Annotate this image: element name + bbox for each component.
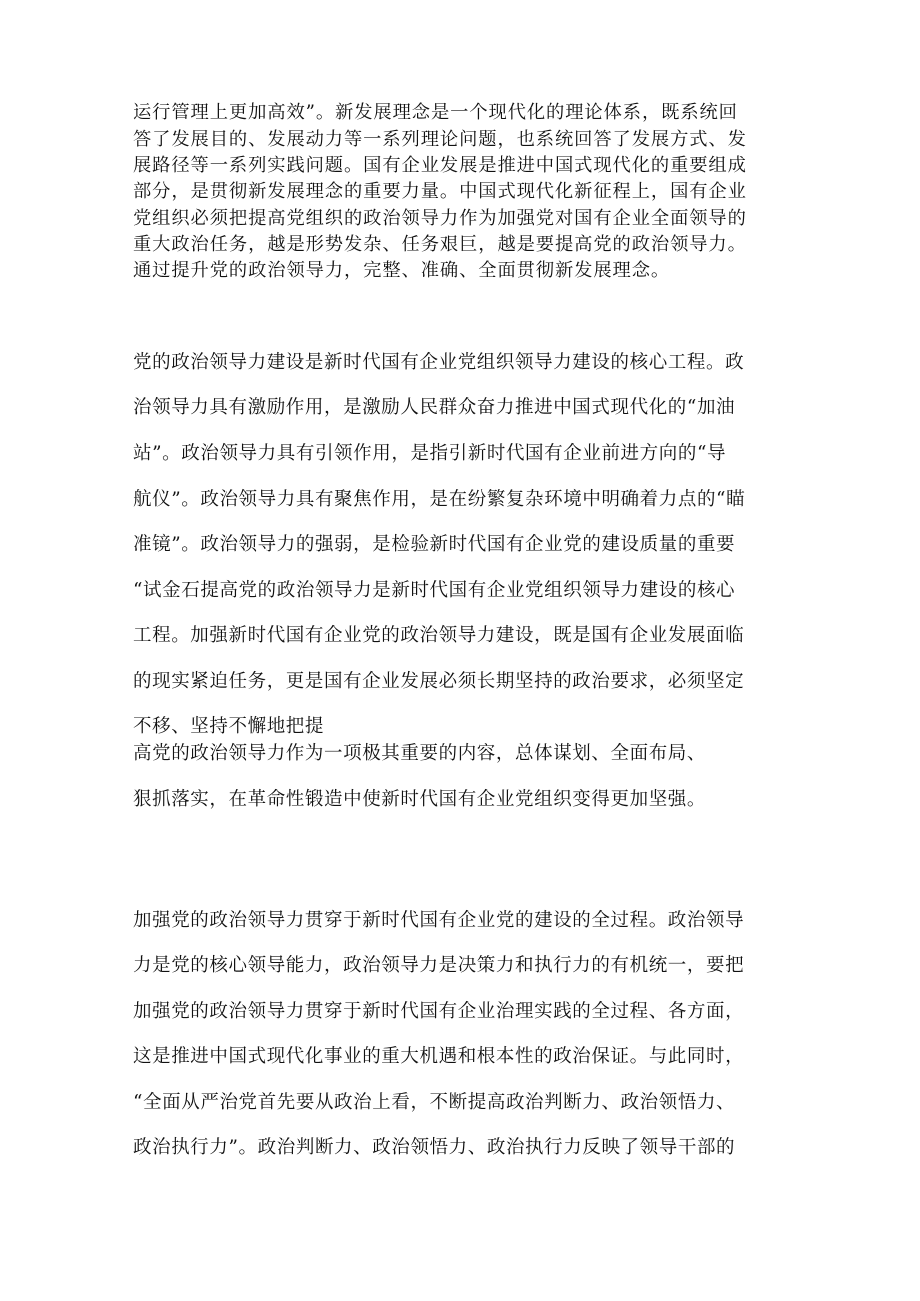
text-line: 航仪”。政治领导力具有聚焦作用，是在纷繁复杂环境中明确着力点的“瞄 <box>133 489 746 510</box>
text-line: 准镜”。政治领导力的强弱，是检验新时代国有企业党的建设质量的重要 <box>133 534 736 555</box>
text-line: 工程。加强新时代国有企业党的政治领导力建设，既是国有企业发展面临 <box>133 625 745 646</box>
text-line: 站”。政治领导力具有引领作用，是指引新时代国有企业前进方向的“导 <box>133 443 727 464</box>
text-line: 党组织必须把提高党组织的政治领导力作为加强党对国有企业全面领导的 <box>133 208 747 229</box>
text-line: 不移、坚持不懈地把提 <box>133 716 325 737</box>
text-line: 力是党的核心领导能力，政治领导力是决策力和执行力的有机统一，要把 <box>133 955 745 976</box>
text-line: 党的政治领导力建设是新时代国有企业党组织领导力建设的核心工程。政 <box>133 352 745 373</box>
text-line: 展路径等一系列实践问题。国有企业发展是推进中国式现代化的重要组成 <box>133 155 747 176</box>
text-line: 部分，是贯彻新发展理念的重要力量。中国式现代化新征程上，国有企业 <box>133 181 747 202</box>
text-line: 通过提升党的政治领导力，完整、准确、全面贯彻新发展理念。 <box>133 260 671 281</box>
text-line: 政治执行力”。政治判断力、政治领悟力、政治执行力反映了领导干部的 <box>133 1137 736 1158</box>
text-line: 加强党的政治领导力贯穿于新时代国有企业治理实践的全过程、各方面， <box>133 1001 745 1022</box>
text-line: 治领导力具有激励作用，是激励人民群众奋力推进中国式现代化的“加油 <box>133 397 736 418</box>
text-line: 答了发展目的、发展动力等一系列理论问题，也系统回答了发展方式、发 <box>133 129 747 150</box>
text-line: 的现实紧迫任务，更是国有企业发展必须长期坚持的政治要求，必须坚定 <box>133 671 745 692</box>
text-line: 这是推进中国式现代化事业的重大机遇和根本性的政治保证。与此同时， <box>133 1046 745 1067</box>
text-line: “全面从严治党首先要从政治上看，不断提高政治判断力、政治领悟力、 <box>133 1092 736 1113</box>
text-line: 运行管理上更加高效”。新发展理念是一个现代化的理论体系，既系统回 <box>133 102 738 123</box>
text-line: “试金石提高党的政治领导力是新时代国有企业党组织领导力建设的核心 <box>133 580 736 601</box>
text-line: 加强党的政治领导力贯穿于新时代国有企业党的建设的全过程。政治领导 <box>133 910 745 931</box>
text-line: 重大政治任务，越是形势发杂、任务艰巨，越是要提高党的政治领导力。 <box>133 234 747 255</box>
text-line: 高党的政治领导力作为一项极其重要的内容，总体谋划、全面布局、 <box>133 743 707 764</box>
text-line: 狠抓落实，在革命性锻造中使新时代国有企业党组织变得更加坚强。 <box>133 789 707 810</box>
